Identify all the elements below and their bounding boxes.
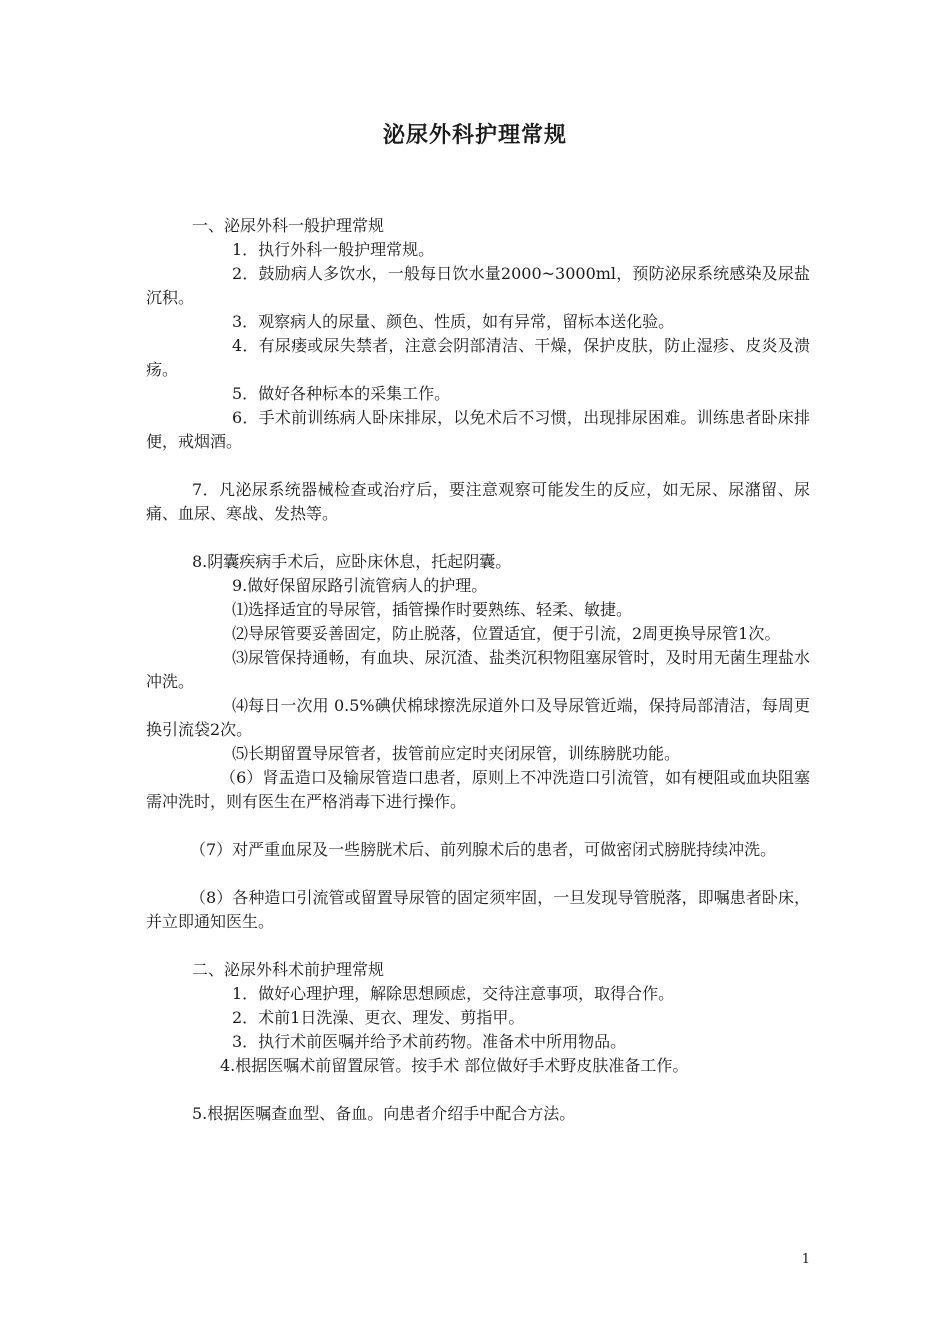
sub-list-item: ⑸长期留置导尿管者，拔管前应定时夹闭尿管，训练膀胱功能。 <box>232 744 681 763</box>
list-item: 7．凡泌尿系统器械检查或治疗后，要注意观察可能发生的反应，如无尿、尿潴留、尿痛、血尿、寒战、发热等。 <box>146 480 810 523</box>
list-item: 3．执行术前医嘱并给予术前药物。准备术中所用物品。 <box>232 1032 627 1051</box>
list-item: 2．术前1日洗澡、更衣、理发、剪指甲。 <box>232 1008 525 1027</box>
sub-list-item: ⑶尿管保持通畅，有血块、尿沉渣、盐类沉积物阻塞尿管时，及时用无菌生理盐水冲洗。 <box>146 648 810 691</box>
list-item: 1．做好心理护理，解除思想顾虑，交待注意事项，取得合作。 <box>232 984 675 1003</box>
list-item: 8.阴囊疾病手术后，应卧床休息，托起阴囊。 <box>192 552 512 571</box>
list-item: 2．鼓励病人多饮水，一般每日饮水量2000~3000ml，预防泌尿系统感染及尿盐沉积。 <box>146 264 810 307</box>
sub-list-item: ⑷每日一次用 0.5%碘伏棉球擦洗尿道外口及导尿管近端，保持局部清洁，每周更换引流袋2次。 <box>146 696 810 739</box>
list-item: 6．手术前训练病人卧床排尿，以免术后不习惯，出现排尿困难。训练患者卧床排便，戒烟酒。 <box>146 408 810 451</box>
sub-list-item: （8）各种造口引流管或留置导尿管的固定须牢固，一旦发现导管脱落，即嘱患者卧床，并立即通知医生。 <box>146 888 810 931</box>
sub-list-item: （7）对严重血尿及一些膀胱术后、前列腺术后的患者，可做密闭式膀胱持续冲洗。 <box>190 840 777 859</box>
page-number: 1 <box>801 1252 810 1267</box>
document-body <box>146 214 810 1126</box>
document-title: 泌尿外科护理常规 <box>382 122 567 148</box>
sub-list-item: （6）肾盂造口及输尿管造口患者，原则上不冲洗造口引流管，如有梗阻或血块阻塞需冲洗时，则有医生在严格消毒下进行操作。 <box>146 768 810 811</box>
list-item: 1．执行外科一般护理常规。 <box>232 240 435 259</box>
section-heading-general-care: 一、泌尿外科一般护理常规 <box>192 216 385 235</box>
sub-list-item: ⑵导尿管要妥善固定，防止脱落，位置适宜，便于引流，2周更换导尿管1次。 <box>232 624 781 643</box>
list-item: 4．有尿瘘或尿失禁者，注意会阴部清洁、干燥，保护皮肤，防止湿疹、皮炎及溃疡。 <box>146 336 810 379</box>
list-item: 4.根据医嘱术前留置尿管。按手术 部位做好手术野皮肤准备工作。 <box>220 1056 689 1075</box>
sub-list-item: ⑴选择适宜的导尿管，插管操作时要熟练、轻柔、敏捷。 <box>232 600 633 619</box>
list-item: 3．观察病人的尿量、颜色、性质，如有异常，留标本送化验。 <box>232 312 675 331</box>
section-heading-preop-care: 二、泌尿外科术前护理常规 <box>192 960 385 979</box>
list-item: 5．做好各种标本的采集工作。 <box>232 384 451 403</box>
list-item: 9.做好保留尿路引流管病人的护理。 <box>232 576 488 595</box>
list-item: 5.根据医嘱查血型、备血。向患者介绍手中配合方法。 <box>192 1104 576 1123</box>
